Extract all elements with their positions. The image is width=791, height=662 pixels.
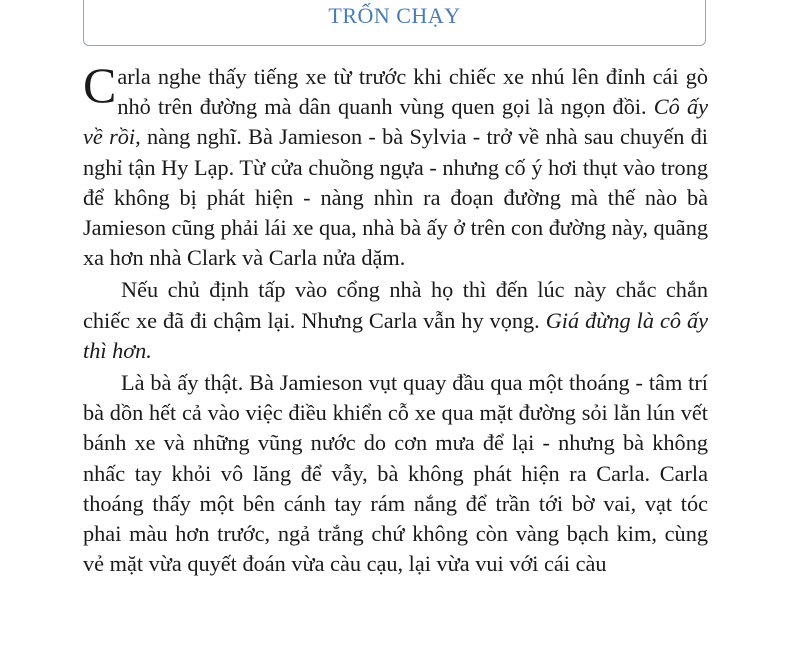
- paragraph-3: [83, 368, 708, 579]
- chapter-header-box: [83, 0, 706, 46]
- paragraph-1-text-b: nàng nghĩ. Bà Jamieson - bà Sylvia - trở về nhà sau chuyến đi nghỉ tận Hy Lạp. Từ cửa chuồng ngựa - nhưng cố ý hơi thụt vào trong để không bị phát hiện - nàng nhìn ra đoạn đường mà thế nào bà Jamieson cũng phải lái xe qua, nhà bà ấy ở trên con đường này, quãng xa hơn nhà Clark và Carla nửa dặm.: [83, 124, 709, 271]
- paragraph-1-italic: Cô ấy về rồi,: [83, 94, 708, 150]
- story-text: [83, 57, 709, 579]
- paragraph-2-text: Nếu chủ định tấp vào cổng nhà họ thì đến lúc này chắc chắn chiếc xe đã đi chậm lại. Nhưng Carla vẫn hy vọng.: [83, 277, 708, 333]
- drop-cap: C: [83, 57, 117, 113]
- chapter-title: TRỐN CHẠY: [328, 3, 461, 28]
- paragraph-1: [83, 57, 709, 273]
- paragraph-2-italic: Giá đừng là cô ấy thì hơn.: [83, 307, 708, 363]
- paragraph-1-text-a: arla nghe thấy tiếng xe từ trước khi chiếc xe nhú lên đỉnh cái gò nhỏ trên đường mà dân quanh vùng quen gọi là ngọn đồi.: [117, 64, 708, 120]
- paragraph-2: [83, 275, 708, 366]
- paragraph-3-text: Là bà ấy thật. Bà Jamieson vụt quay đầu qua một thoáng - tâm trí bà dồn hết cả vào việc điều khiển cỗ xe qua mặt đường sỏi lằn lún vết bánh xe và những vũng nước do cơn mưa để lại - nhưng bà không nhấc tay khỏi vô lăng để vẫy, bà không phát hiện ra Carla. Carla thoáng thấy một bên cánh tay rám nắng để trần tới bờ vai, vạt tóc phai màu hơn trước, ngả trắng chứ không còn vàng bạch kim, cùng vẻ mặt vừa quyết đoán vừa càu cạu, lại vừa vui với cái càu: [83, 370, 708, 577]
